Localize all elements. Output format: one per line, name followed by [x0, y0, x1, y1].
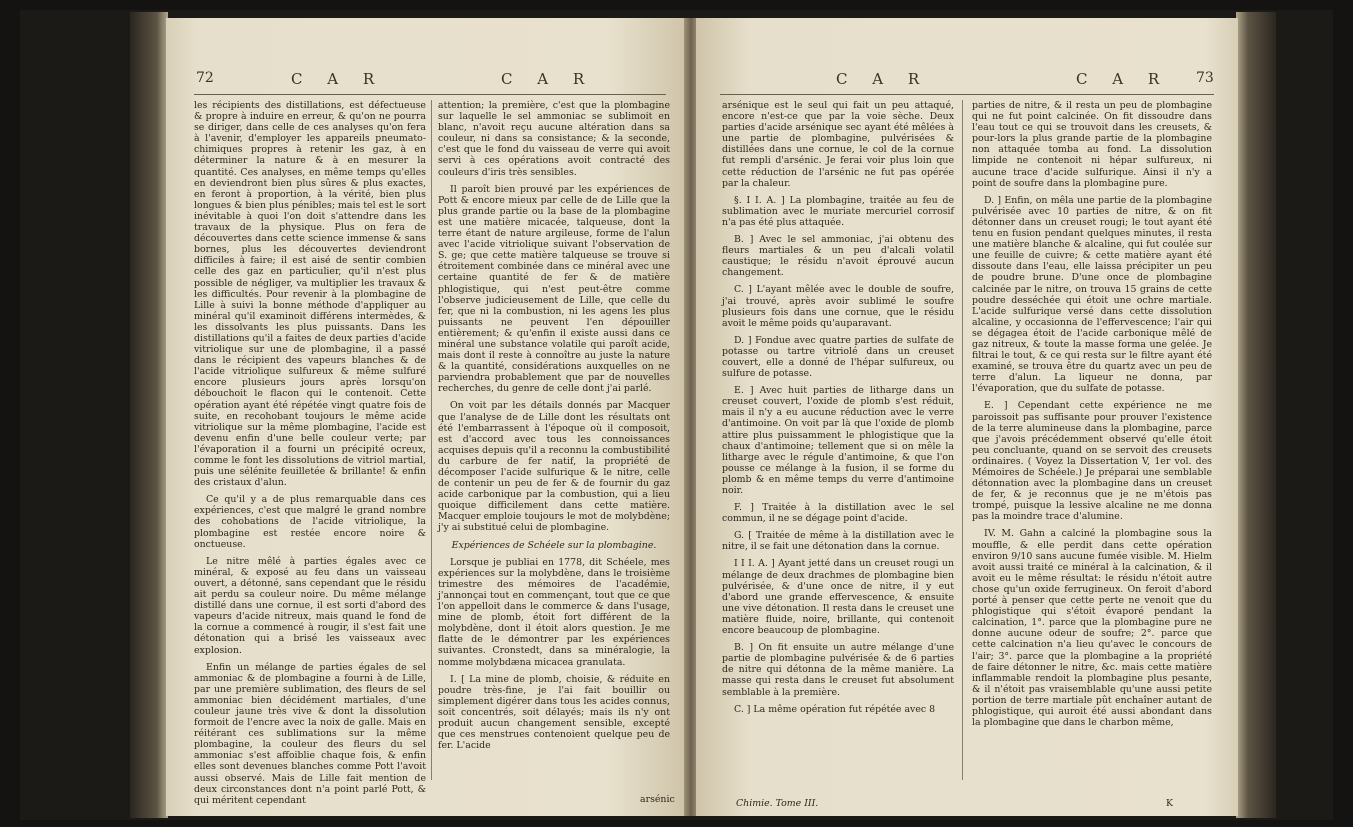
signature-letter: K [1166, 798, 1174, 809]
left-page [166, 18, 686, 816]
column-divider [962, 100, 963, 780]
paragraph: §. I I. A. ] La plombagine, traitée au feu de sublimation avec le muriate mercuriel corrosif n'a pas été plus attaquée. [722, 194, 954, 228]
paragraph: B. ] Avec le sel ammoniac, j'ai obtenu des fleurs martiales & un peu d'alcali volatil caustique; le résidu n'avoit éprouvé aucun changement. [722, 234, 954, 279]
paragraph: E. ] Cependant cette expérience ne me paroissoit pas suffisante pour prouver l'existence de la terre alumineuse dans la plombagine, parce que j'avois précédemment observé qu'elle étoit peu concluante, quand on se servoit des creusets ordinaires. ( Voyez la Dissertation V, 1er vol. des Mémoires de Schéele.) Je préparai une semblable détonnation avec la plombagine dans un creuset de fer, & je reconnus que je ne m'étois pas trompé, puisque la lessive alcaline ne me donna pas la moindre trace d'alumine. [972, 400, 1212, 523]
paragraph: D. ] Fondue avec quatre parties de sulfate de potasse ou tartre vitriolé dans un creuset couvert, elle a donné de l'hépar sulfureux, ou sulfure de potasse. [722, 334, 954, 380]
right-running-head-1: C A R [836, 70, 930, 88]
left-running-head-1: C A R [291, 70, 385, 88]
paragraph: Il paroît bien prouvé par les expériences de Pott & encore mieux par celle de de Lille que la plus grande partie ou la base de la plombagine est une matière micacée, talqueuse, dont la terre étant de nature argileuse, forme de l'alun avec l'acide vitriolique suivant l'observation de S. ge; que cette matière talqueuse se trouve si étroitement combinée dans ce minéral avec une certaine quantité de fer & de matière phlogistique, qui n'est peut-être comme l'observe judicieusement de Lille, que celle du fer, que ni la combustion, ni les agens les plus puissants ne peuvent l'en dépouiller entièrement; & qu'enfin il existe aussi dans ce minéral une substance volatile qui paroît acide, mais dont il reste à connoître au juste la nature & la quantité, considérations auxquelles on ne parviendra probablement que par de nouvelles recherches, du genre de celle dont j'ai parlé. [438, 183, 670, 395]
section-heading: Expériences de Schéele sur la plombagine. [451, 539, 657, 551]
paragraph: parties de nitre, & il resta un peu de plombagine qui ne fut point calcinée. On fit dissoudre dans l'eau tout ce qui se trouvoit dans les creusets, & pour-lors la plus grande partie de la plombagine non attaquée tomba au fond. La dissolution limpide ne contenoit ni hépar sulfureux, ni aucune trace d'acide sulfurique. Ainsi il n'y a point de soufre dans la plombagine pure. [972, 100, 1212, 189]
left-column-2 [438, 100, 670, 790]
paragraph: IV. M. Gahn a calciné la plombagine sous la mouffle, & elle perdit dans cette opération environ 9/10 sans aucune fumée visible. M. Hielm avoit aussi traité ce minéral à la calcination, & il avoit eu le même résultat: le résidu n'étoit autre chose qu'un oxide ferrugineux. On feroit d'abord porté à penser que cette perte ne venoit que du phlogistique qui s'étoit évaporé pendant la calcination, 1°. parce que la plombagine pure ne donne aucune odeur de soufre; 2°. parce que cette calcination n'a lieu qu'avec le concours de l'air; 3°. parce que la plombagine a la propriété de faire détonner le nitre, &c. mais cette matière inflammable rendoit la plombagine plus pesante, & il n'étoit pas vraisemblable qu'une aussi petite portion de terre martiale pût enchaîner autant de phlogistique, qui auroit été aussi abondant dans la plombagine que dans le charbon même, [972, 528, 1212, 729]
paragraph: F. ] Traitée à la distillation avec le sel commun, il ne se dégage point d'acide. [722, 502, 954, 525]
right-column-2 [972, 100, 1212, 790]
paragraph: I I I. A. ] Ayant jetté dans un creuset rougi un mélange de deux drachmes de plombagine bien pulvérisée, & d'une once de nitre, il y eut d'abord une grande effervescence, & ensuite une vive détonation. Il resta dans le creuset une matière fluide, noire, brillante, qui contenoit encore beaucoup de plombagine. [722, 558, 954, 637]
left-running-head-2: C A R [501, 70, 595, 88]
left-column-1 [194, 100, 426, 806]
book-spread [20, 10, 1333, 820]
paragraph: Enfin un mélange de parties égales de sel ammoniac & de plombagine a fourni à de Lille, par une première sublimation, des fleurs de sel ammoniac bien décidément martiales, d'une couleur jaune très vive & dont la dissolution formoit de l'encre avec la noix de galle. Mais en réitérant ces sublimations sur la même plombagine, la couleur des fleurs du sel ammoniac s'est affoiblie chaque fois, & enfin elles sont devenues blanches comme Pott l'avoit aussi observé. Mais de Lille fait mention de deux circonstances dont n'a point parlé Pott, & qui méritent cependant [194, 661, 426, 806]
paragraph: Le nitre mêlé à parties égales avec ce minéral, & exposé au feu dans un vaisseau ouvert, a détonné, sans cependant que le résidu ait perdu sa couleur noire. Du même mélange distillé dans une cornue, il est sorti d'abord des vapeurs d'acide nitreux, mais quand le fond de la cornue a commencé à rougir, il s'est fait une détonation qui a brisé les vaisseaux avec explosion. [194, 555, 426, 656]
paragraph: Ce qu'il y a de plus remarquable dans ces expériences, c'est que malgré le grand nombre des cohobations de l'acide vitriolique, la plombagine est restée encore noire & onctueuse. [194, 494, 426, 550]
paragraph: attention; la première, c'est que la plombagine sur laquelle le sel ammoniac se sublimoit en blanc, n'avoit reçu aucune altération dans sa couleur, ni dans sa consistance; & la seconde, c'est que le fond du vaisseau de verre qui avoit servi à ces opérations avoit contracté des couleurs d'iris très sensibles. [438, 100, 670, 178]
left-page-number: 72 [196, 70, 214, 86]
book-edge-left [130, 12, 168, 818]
paragraph: E. ] Avec huit parties de litharge dans un creuset couvert, l'oxide de plomb s'est réduit, mais il n'y a eu aucune réduction avec le verre d'antimoine. On voit par là que l'oxide de plomb attire plus puissamment le phlogistique que la chaux d'antimoine; tellement que si on mêle la litharge avec le régule d'antimoine, & que l'on pousse ce mélange à la fusion, il se forme du plomb & en même temps du verre d'antimoine noir. [722, 385, 954, 496]
paragraph: B. ] On fit ensuite un autre mélange d'une partie de plombagine pulvérisée & de 6 parties de nitre qui détonna de la même manière. La masse qui resta dans le creuset fut absolument semblable à la première. [722, 642, 954, 698]
paragraph: I. [ La mine de plomb, choisie, & réduite en poudre très-fine, je l'ai fait bouillir ou simplement digérer dans tous les acides connus, soit concentrés, soit délayés; mais ils n'y ont produit aucun changement sensible, excepté que ces menstrues contenoient quelque peu de fer. L'acide [438, 673, 670, 752]
paragraph: les récipients des distillations, est défectueuse & propre à induire en erreur, & qu'on ne pourra se diriger, dans celle de ces analyses qu'on fera à l'avenir, d'employer les appareils pneumato-chimiques propres à retenir les gaz, à en déterminer la nature & à en mesurer la quantité. Ces analyses, en même temps qu'elles en deviendront bien plus sûres & plus exactes, en feront à proportion, à la vérité, bien plus longues & bien plus pénibles; mais tel est le sort inévitable à quoi l'on doit s'attendre dans les travaux de la physique. Plus on fera de découvertes dans cette science immense & sans bornes, plus les découvertes deviendront difficiles à faire; il est aisé de sentir combien celle des gaz en particulier, qu'il n'est plus possible de négliger, va multiplier les travaux & les difficultés. Pour revenir à la plombagine de Lille à suivi la bonne méthode d'appliquer au minéral qu'il examinoit différens intermèdes, & les dissolvants les plus puissants. Dans les distillations qu'il a faites de deux parties d'acide vitriolique sur une de plombagine, il a passé dans le récipient des vapeurs blanches & de l'acide vitriolique sulfureux & même sulfuré encore plusieurs jours après lorsqu'on débouchoit le flacon qui le contenoit. Cette opération ayant été répétée vingt quatre fois de suite, en recohobant toujours le même acide vitriolique sur la même plombagine, l'acide est devenu enfin d'une belle couleur verte; par l'évaporation il a fourni un précipité ocreux, comme le font les dissolutions de vitriol martial, puis une sélénite feuilletée & brillante! & enfin des cristaux d'alun. [194, 100, 426, 489]
right-page [696, 18, 1238, 816]
right-page-number: 73 [1196, 70, 1214, 86]
catchword: arsénic [640, 794, 675, 805]
paragraph: arsénique est le seul qui fait un peu attaqué, encore n'est-ce que par la voie sèche. Deux parties d'acide arsénique sec ayant été mêlées à une partie de plombagine, pulvérisées & distillées dans une cornue, le col de la cornue fut rempli d'arsénic. Je ferai voir plus loin que cette réduction de l'arsénic ne fut pas opérée par la chaleur. [722, 100, 954, 189]
paragraph: C. ] La même opération fut répétée avec 8 [734, 703, 936, 715]
right-running-head-2: C A R [1076, 70, 1170, 88]
paragraph: On voit par les détails donnés par Macquer que l'analyse de de Lille dont les résultats ont été l'embarrassent à l'époque où il composoit, est d'accord avec tous les connoissances acquises depuis qu'il a reconnu la combustibilité du carbure de fer natif, la propriété de décomposer l'acide sulfurique & le nitre, celle de contenir un peu de fer & de fournir du gaz acide carbonique par la combustion, qui a lieu quoique difficilement dans cette matière. Macquer emploie toujours le mot de molybdène; j'y ai substitué celui de plombagine. [438, 400, 670, 534]
signature-mark: Chimie. Tome III. [736, 798, 819, 809]
paragraph: D. ] Enfin, on mêla une partie de la plombagine pulvérisée avec 10 parties de nitre, & on fit détonner dans un creuset rougi; le tout ayant été tenu en fusion pendant quelques minutes, il resta une matière blanche & alcaline, qui fut coulée sur une feuille de cuivre; & cette matière ayant été dissoute dans l'eau, elle laissa précipiter un peu de poudre brune. D'une once de plombagine calcinée par le nitre, on trouva 15 grains de cette poudre desséchée qui étoit une ochre martiale. L'acide sulfurique versé dans cette dissolution alcaline, y occasionna de l'effervescence; l'air qui se dégagea étoit de l'acide carbonique mêlé de gaz nitreux, & toute la masse forma une gelée. Je filtrai le tout, & ce qui resta sur le filtre ayant été examiné, se trouva être du quartz avec un peu de terre d'alun. La liqueur ne donna, par l'évaporation, que du sulfate de potasse. [972, 194, 1212, 395]
paragraph: C. ] L'ayant mêlée avec le double de soufre, j'ai trouvé, après avoir sublimé le soufre plusieurs fois dans une cornue, que le résidu avoit le même poids qu'auparavant. [722, 284, 954, 329]
paragraph: Lorsque je publiai en 1778, dit Schéele, mes expériences sur la molybdène, dans le troisième trimestre des mémoires de l'académie, j'annonçai tout en commençant, tout que ce que l'on appelloit dans le commerce & dans l'usage, mine de plomb, étoit fort différent de la molybdène, dont il étoit alors question. Je me flatte de le démontrer par les expériences suivantes. Cronstedt, dans sa minéralogie, la nomme molybdæna micacea granulata. [438, 556, 670, 668]
paragraph: G. [ Traitée de même à la distillation avec le nitre, il se fait une détonation dans la cornue. [722, 530, 954, 553]
left-head-rule [194, 94, 666, 95]
right-column-1 [722, 100, 954, 790]
column-divider [431, 100, 432, 780]
right-head-rule [720, 94, 1214, 95]
book-edge-right [1236, 12, 1276, 818]
